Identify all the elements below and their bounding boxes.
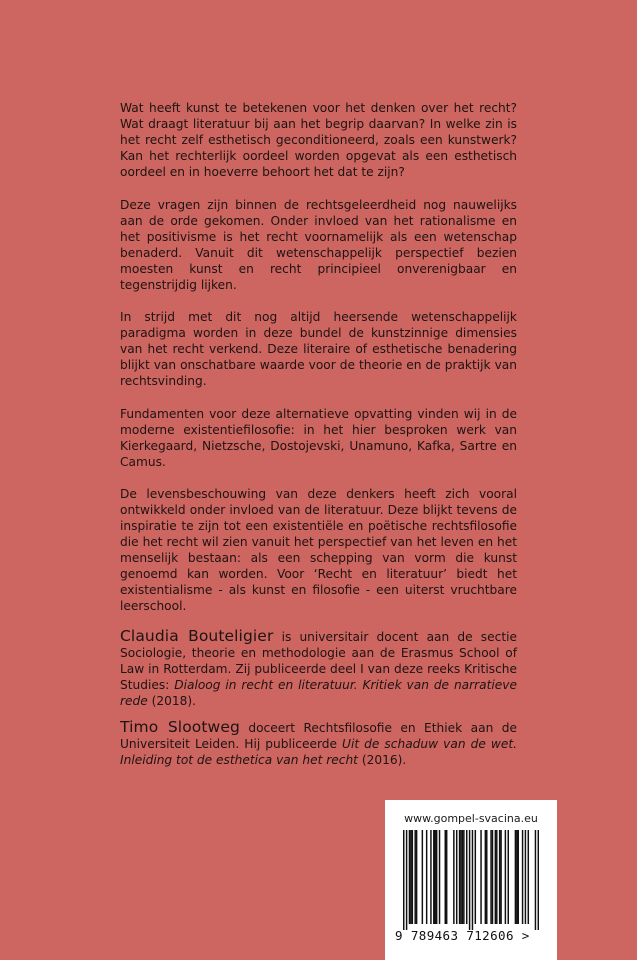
barcode-panel [385, 800, 557, 960]
barcode-bar [410, 830, 411, 924]
book-title: Dialoog in recht en literatuur. Kritiek van de narratieve rede [120, 678, 517, 708]
author-bio-slootweg [120, 719, 517, 768]
book-title: Uit de schaduw van de wet. Inleiding tot de esthetica van het recht [120, 737, 517, 767]
barcode-bar [500, 830, 501, 924]
barcode-bar [469, 830, 470, 930]
barcode-bar [475, 830, 476, 924]
isbn-number: 9 789463 712606 > [395, 928, 530, 943]
barcode-bar [499, 830, 500, 924]
blurb [120, 100, 517, 631]
barcode-bar [515, 830, 516, 924]
barcode-bar [460, 830, 461, 924]
barcode-bar [430, 830, 431, 924]
barcode-bar [490, 830, 491, 924]
barcode-bar [480, 830, 481, 924]
blurb-paragraph-3: In strijd met dit nog altijd heersende wetenschappelijk paradigma worden in deze bundel de kunstzinnige dimensies van het recht verkend. Deze literaire of esthetische benadering blijkt van onschatbare waarde voor de theorie en de praktijk van rechtsvinding. [120, 310, 517, 388]
blurb-paragraph-1: Wat heeft kunst te betekenen voor het denken over het recht? Wat draagt literatuur bij aan het begrip daarvan? In welke zin is het recht zelf esthetisch geconditioneerd, zoals een kunstwerk? Kan het rechterlijk oordeel worden opgevat als een esthetisch oordeel en in hoeverre behoort het dat te zijn? [120, 101, 517, 179]
barcode-bar [525, 830, 526, 924]
author-name: Timo Slootweg [120, 718, 240, 736]
barcode-bar [422, 830, 423, 924]
barcode-bar [528, 830, 529, 924]
barcode-bar [522, 830, 523, 924]
author-bio-text: doceert Rechtsfilosofie en Ethiek aan de Universiteit Leiden. Hij publiceerde [120, 721, 517, 751]
barcode-bar [433, 830, 434, 924]
barcode-bar [505, 830, 506, 924]
barcode-bar [434, 830, 435, 924]
book-year: (2016). [357, 753, 407, 767]
blurb-paragraph-2: Deze vragen zijn binnen de rechtsgeleerdheid nog nauwelijks aan de orde gekomen. Onder invloed van het rationalisme en het positivisme is het recht voornamelijk als een wetenschap benaderd. Vanuit dit wetenschappelijk perspectief bezien moesten kunst en recht principieel onverenigbaar en tegenstrijdig lijken. [120, 197, 517, 292]
book-year: (2018). [147, 694, 197, 708]
barcode-bar [496, 830, 497, 924]
barcode-bar [446, 830, 447, 924]
barcode-bar [472, 830, 473, 930]
barcode-bar [414, 830, 415, 924]
barcode-bar [466, 830, 467, 924]
barcode-bar [516, 830, 517, 924]
barcode-bar [538, 830, 539, 930]
author-bio-bouteligier [120, 628, 517, 709]
author-bio-text: is universitair docent aan de sectie Sociologie, theorie en methodologie aan de Erasmus School of Law in Rotterdam. Zij publiceerde deel I van deze reeks Kritische Studies: [120, 630, 517, 692]
barcode-bar [453, 830, 454, 924]
blurb-paragraph-5: De levensbeschouwing van deze denkers heeft zich vooral ontwikkeld onder invloed van de literatuur. Deze blijkt tevens de inspiratie te zijn tot een existentiële en poëtische rechtsfilosofie die het recht wil zien vanuit het perspectief van het leven en het menselijk bestaan: als een schepping van vorm die kunst genoemd kan worden. Voor ‘Recht en literatuur’ biedt het existentialisme - als kunst en filosofie - een uiterst vruchtbare leerschool. [120, 487, 517, 613]
author-bios [120, 628, 517, 778]
barcode-bar [508, 830, 509, 924]
barcode-bar [492, 830, 493, 924]
barcode-bar [495, 830, 496, 924]
barcode-bar [518, 830, 519, 924]
barcode-bar [485, 830, 486, 924]
barcode-bar [486, 830, 487, 924]
barcode-icon [403, 830, 539, 930]
barcode-bar [462, 830, 463, 924]
barcode-bar [416, 830, 417, 924]
barcode-bar [412, 830, 413, 924]
author-name: Claudia Bouteligier [120, 627, 274, 645]
barcode-bar [445, 830, 446, 924]
blurb-paragraph-4: Fundamenten voor deze alternatieve opvatting vinden wij in de moderne existentiefilosofie: in het hier besproken werk van Kierkegaard, Nietzsche, Dostojevski, Unamuno, Kafka, Sartre en Camus. [120, 406, 517, 469]
barcode-bar [406, 830, 407, 930]
barcode-bar [456, 830, 457, 924]
barcode-bar [409, 830, 410, 924]
barcode-bar [535, 830, 536, 930]
barcode-bar [426, 830, 427, 924]
barcode-bar [463, 830, 464, 924]
barcode-bar [403, 830, 404, 930]
publisher-url: www.gompel-svacina.eu [404, 812, 538, 825]
barcode-bar [459, 830, 460, 924]
barcode-bar [436, 830, 437, 924]
barcode-bar [439, 830, 440, 924]
